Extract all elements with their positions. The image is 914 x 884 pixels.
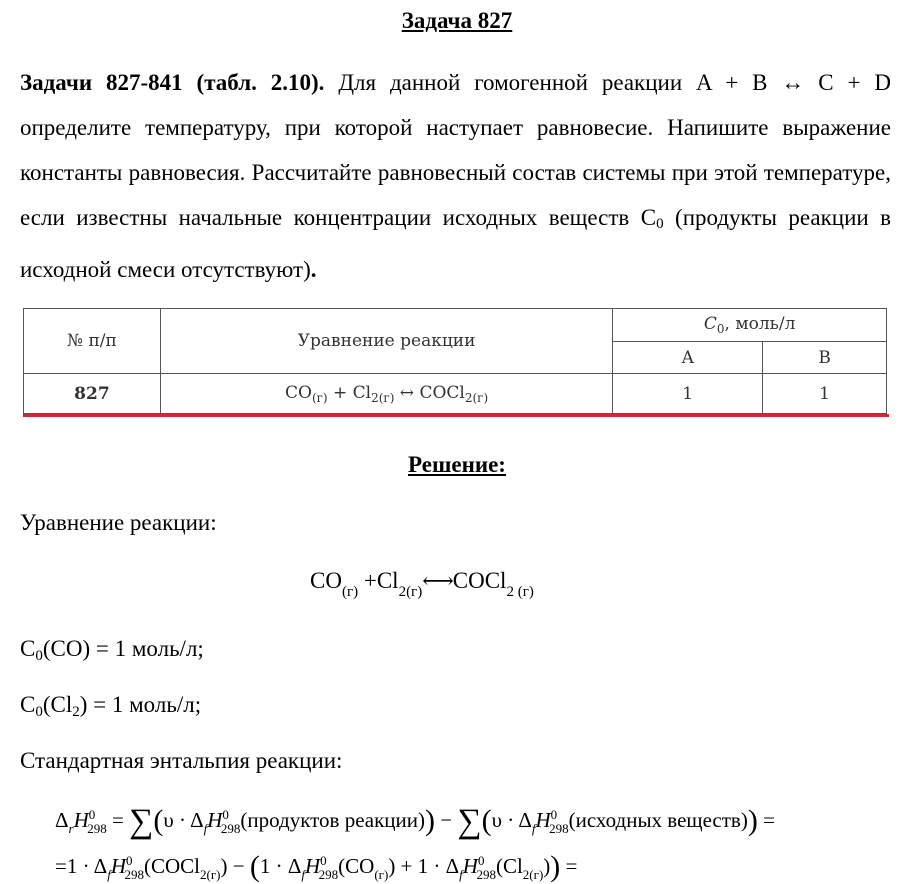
row-equation: $CO_{(г)} + Cl_{2(г)}$ ↔ COCl$_{2(г)}$ bbox=[160, 374, 612, 414]
row-number: 827 bbox=[24, 374, 161, 414]
enthalpy-formula-substitution: $=1 \cdot \Delta_fH^0_{298}(COCl_{2(г)}) - (1 \cdot \Delta_fH^0_{298}(CO_{(г)}) + 1 \cdot \Delta_fH^0_{298}(Cl_{2(г)}))$ = bbox=[55, 850, 578, 883]
enthalpy-label: Стандартная энтальпия реакции: bbox=[20, 748, 343, 773]
header-a: A bbox=[613, 342, 763, 374]
c0-subscript: 0 bbox=[656, 216, 664, 232]
equation-label: Уравнение реакции: bbox=[20, 510, 217, 535]
task-description bbox=[20, 60, 891, 292]
red-divider bbox=[23, 414, 889, 417]
reaction-equation: $CO_{(г)}$ $+Cl_{2(г)}⟷COCl_{2 (г)}$ bbox=[310, 568, 534, 600]
c0-co-line: $C_0(CO) = 1$ моль/л; bbox=[20, 636, 204, 664]
task-range-label: Задачи 827-841 (табл. 2.10). bbox=[20, 70, 325, 95]
page-title: Задача 827 bbox=[401, 8, 513, 33]
task-period: . bbox=[310, 257, 317, 282]
enthalpy-formula: $\Delta_rH^0_{298} = \sum(\upsilon$ · $\Delta_fH^0_{298}(продуктов$ реакции)) − $\sum(\upsilon \cdot \Delta_fH^0_{298}(исходных$ веществ)) = bbox=[55, 803, 775, 840]
header-number: № п/п bbox=[24, 309, 161, 374]
task-text: Для данной гомогенной реакции A + B ↔ C + D определите температуру, при которой наступает равновесие. Напишите выражение константы равновесия. Рассчитайте равновесный состав системы при этой температуре, если известны начальные концентрации исходных веществ C bbox=[20, 70, 892, 230]
task-text-end: (продукты реакции в исходной смеси отсутствуют) bbox=[20, 205, 892, 282]
row-a: 1 bbox=[613, 374, 763, 414]
c0-cl2-line: $C_0(Cl_2) = 1$ моль/л; bbox=[20, 692, 202, 720]
header-b: B bbox=[763, 342, 887, 374]
header-c0: $C_0$, моль/л bbox=[613, 309, 887, 342]
equilibrium-arrow: ⟷ bbox=[422, 568, 453, 593]
header-equation: Уравнение реакции bbox=[160, 309, 612, 374]
row-b: 1 bbox=[763, 374, 887, 414]
table-row bbox=[24, 374, 887, 414]
solution-title: Решение: bbox=[408, 452, 506, 477]
task-table bbox=[23, 308, 887, 414]
